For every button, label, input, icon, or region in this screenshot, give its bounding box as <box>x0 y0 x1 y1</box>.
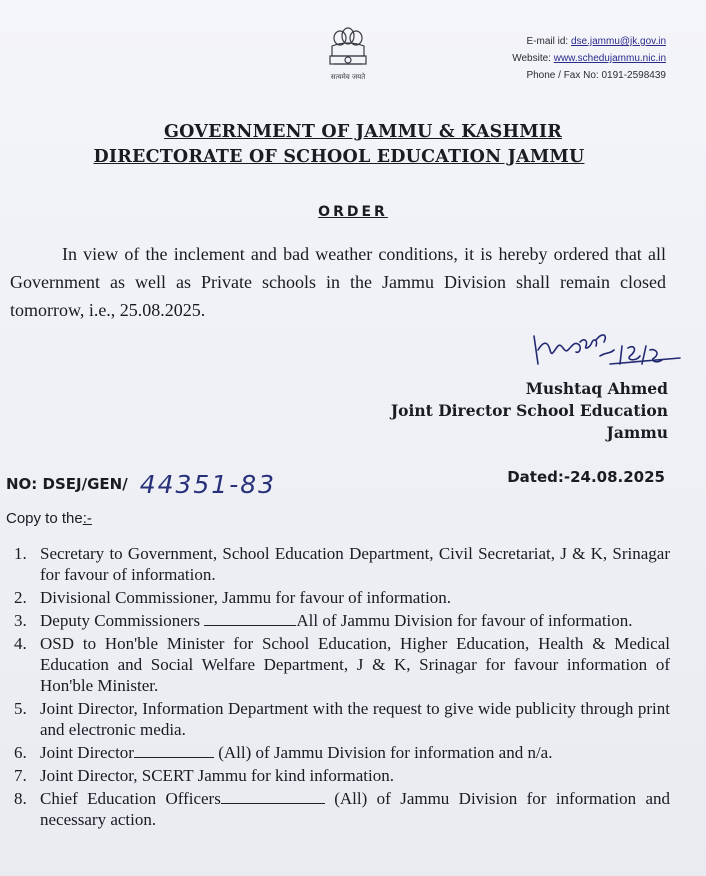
order-title: ORDER <box>318 204 388 220</box>
reference-prefix: NO: DSEJ/GEN/ <box>6 475 128 493</box>
email-link[interactable]: dse.jammu@jk.gov.in <box>571 36 666 47</box>
list-item: 5. Joint Director, Information Department with the request to give wide publicity through print and electronic media. <box>14 699 670 739</box>
copy-list <box>14 543 670 832</box>
website-link[interactable]: www.schedujammu.nic.in <box>553 53 666 64</box>
reference-handwritten-number: 44351-83 <box>139 470 277 499</box>
website-line: Website: www.schedujammu.nic.in <box>512 53 666 64</box>
list-item: 4. OSD to Hon'ble Minister for School Education, Higher Education, Health & Medical Education and Social Welfare Department, J & K, Srinagar for favour information of Hon'ble Minister. <box>14 634 670 695</box>
list-item: 6. Joint Director (All) of Jammu Division for information and n/a. <box>14 743 553 762</box>
contact-block <box>512 33 666 84</box>
list-item: 8. Chief Education Officers (All) of Jammu Division for information and necessary action. <box>14 789 671 829</box>
signatory-block <box>391 378 668 444</box>
dated: Dated:-24.08.2025 <box>507 468 665 486</box>
phone-line: Phone / Fax No: 0191-2598439 <box>526 70 666 81</box>
heading-directorate: DIRECTORATE OF SCHOOL EDUCATION JAMMU <box>93 147 585 167</box>
national-emblem-icon <box>320 24 376 86</box>
handwritten-signature <box>530 320 700 380</box>
copy-to-label: Copy to the:- <box>6 510 92 527</box>
signatory-location: Jammu <box>606 423 668 442</box>
signatory-designation: Joint Director School Education <box>390 401 668 420</box>
signatory-name: Mushtaq Ahmed <box>525 379 668 398</box>
email-line: E-mail id: dse.jammu@jk.gov.in <box>526 36 666 47</box>
list-item: 2. Divisional Commissioner, Jammu for favour of information. <box>14 588 452 607</box>
order-body: In view of the inclement and bad weather conditions, it is hereby ordered that all Government as well as Private schools in the Jammu Division shall remain closed tomorrow, i.e., 25.08.2025. <box>10 244 666 320</box>
heading-government: GOVERNMENT OF JAMMU & KASHMIR <box>164 122 562 142</box>
list-item: 3. Deputy Commissioners All of Jammu Division for favour of information. <box>14 611 633 630</box>
list-item: 7. Joint Director, SCERT Jammu for kind information. <box>14 766 395 785</box>
reference-number <box>6 466 277 499</box>
list-item: 1. Secretary to Government, School Education Department, Civil Secretariat, J & K, Srinagar for favour of information. <box>14 544 670 584</box>
svg-text:सत्यमेव जयते: सत्यमेव जयते <box>330 73 366 81</box>
